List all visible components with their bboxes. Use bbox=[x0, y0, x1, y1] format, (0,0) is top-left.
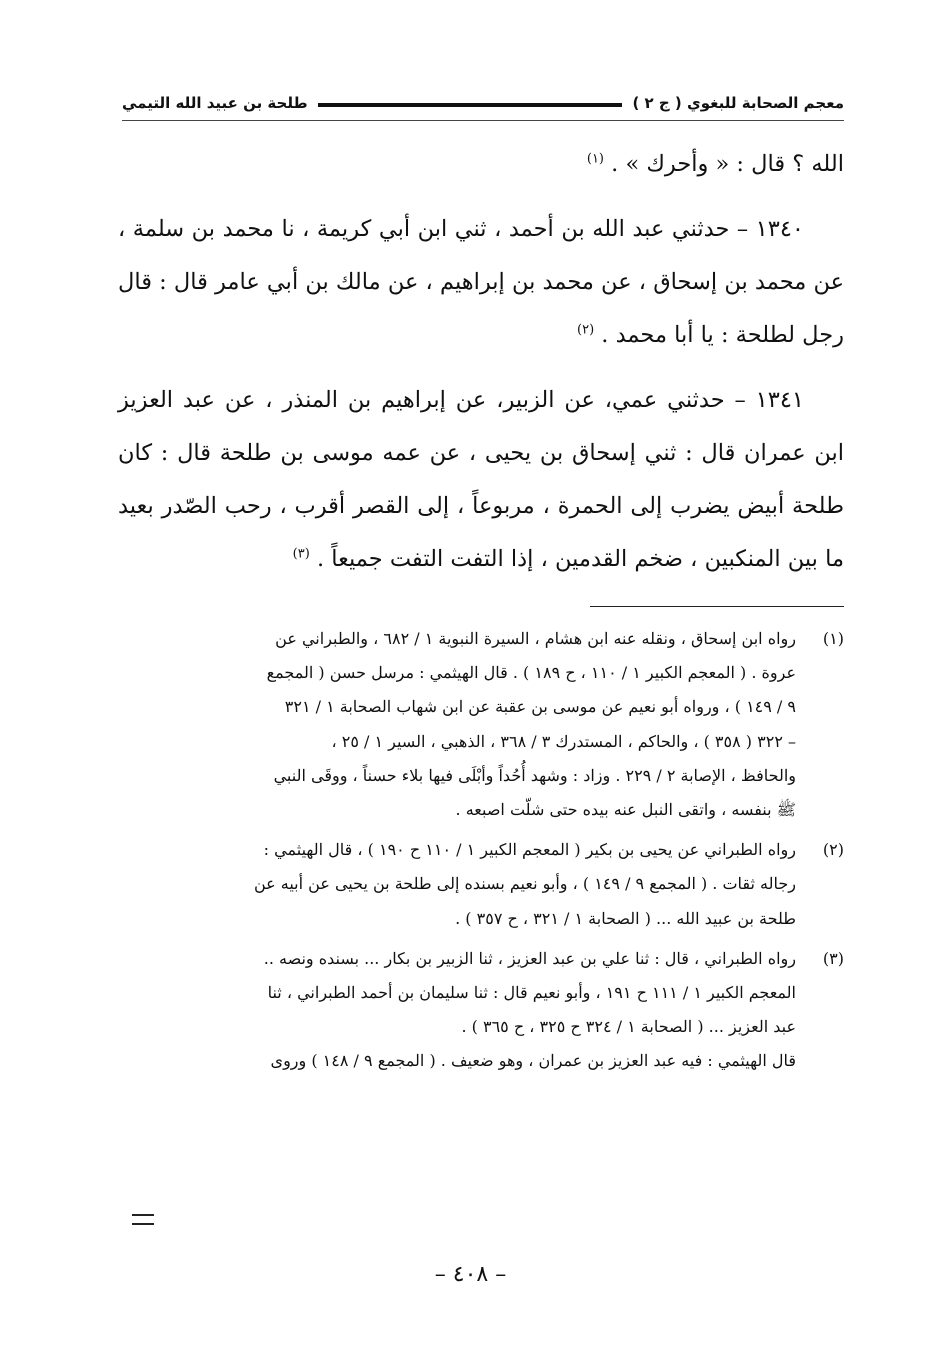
footnote-line: رواه ابن إسحاق ، ونقله عنه ابن هشام ، السيرة النبوية ١ / ٦٨٢ ، والطبراني عن bbox=[275, 629, 796, 648]
footnote-text bbox=[128, 942, 796, 1079]
paragraph-continuation bbox=[118, 138, 844, 191]
paragraph-hadith-1341 bbox=[118, 374, 844, 586]
header-underline bbox=[122, 120, 844, 121]
footnote-line: رواه الطبراني ، قال : ثنا علي بن عبد العزيز ، ثنا الزبير بن بكار ... بسنده ونصه .. bbox=[263, 948, 796, 968]
running-header bbox=[122, 90, 844, 116]
continuation-mark bbox=[132, 1214, 154, 1225]
footnote-separator bbox=[590, 606, 844, 607]
paragraph-line: بعيد ما بين المنكبين ، ضخم القدمين ، إذا التفت التفت جميعاً . bbox=[118, 493, 844, 572]
footnote-line: رجاله ثقات . ( المجمع ٩ / ١٤٩ ) ، وأبو نعيم بسنده إلى طلحة بن يحيى عن أبيه عن bbox=[253, 874, 796, 894]
footnote-line: المعجم الكبير ١ / ١١١ ح ١٩١ ، وأبو نعيم قال : ثنا سليمان بن أحمد الطبراني ، ثنا bbox=[267, 983, 796, 1003]
footnote-2 bbox=[128, 833, 844, 936]
paragraph-line: ١٣٤١ – حدثني عمي، عن الزبير، عن إبراهيم بن المنذر ، عن عبد العزيز bbox=[118, 387, 804, 413]
paragraph-line: طلحة أبيض يضرب إلى الحمرة ، مربوعاً ، إلى القصر أقرب ، رحب الصّدر bbox=[161, 493, 844, 519]
footnotes bbox=[128, 622, 844, 1085]
footnote-ref: (٢) bbox=[577, 322, 595, 338]
footnote-line: ٩ / ١٤٩ ) ، ورواه أبو نعيم عن موسى بن عقبة عن ابن شهاب الصحابة ١ / ٣٢١ bbox=[284, 697, 796, 717]
footnote-line: عبد العزيز ... ( الصحابة ١ / ٣٢٤ ح ٣٢٥ ، ح ٣٦٥ ) . bbox=[461, 1017, 796, 1037]
footnote-text bbox=[128, 622, 796, 827]
paragraph-line: ابن عمران قال : ثني إسحاق بن يحيى ، عن عمه موسى بن طلحة قال : كان bbox=[118, 440, 844, 466]
footnote-line: والحافظ ، الإصابة ٢ / ٢٢٩ . وزاد : وشهد أُحُداً وأبْلَى فيها بلاء حسناً ، ووقَى النبي bbox=[273, 765, 796, 785]
footnote-number: (٣) bbox=[822, 948, 844, 968]
footnote-number: (٢) bbox=[822, 840, 844, 860]
footnote-number: (١) bbox=[822, 629, 844, 648]
footnote-1 bbox=[128, 622, 844, 827]
footnote-text bbox=[128, 833, 796, 936]
footnote-line: قال الهيثمي : فيه عبد العزيز بن عمران ، وهو ضعيف . ( المجمع ٩ / ١٤٨ ) وروى bbox=[270, 1051, 796, 1071]
paragraph-text: الله ؟ قال : « وأحرك » . bbox=[611, 151, 844, 177]
footnote-ref: (١) bbox=[586, 151, 604, 167]
header-rule bbox=[318, 103, 623, 107]
footnote-line: – ٣٢٢ ( ٣٥٨ ) ، والحاكم ، المستدرك ٣ / ٣٦٨ ، الذهبي ، السير ١ / ٢٥ ، bbox=[331, 731, 796, 751]
footnote-line: ﷺ بنفسه ، واتقى النبل عنه بيده حتى شلّت اصبعه . bbox=[455, 800, 796, 820]
header-chapter-title: طلحة بن عبيد الله التيمي bbox=[122, 94, 308, 112]
paragraph-hadith-1340 bbox=[118, 203, 844, 362]
paragraph-line: ١٣٤٠ – حدثني عبد الله بن أحمد ، ثني ابن أبي كريمة ، نا محمد بن bbox=[191, 216, 805, 242]
footnote-ref: (٣) bbox=[292, 546, 310, 562]
paragraph-line: قال : قال رجل لطلحة : يا أبا محمد . bbox=[118, 269, 844, 348]
footnote-3 bbox=[128, 942, 844, 1079]
footnote-line: عروة . ( المعجم الكبير ١ / ١١٠ ، ح ١٨٩ ) . قال الهيثمي : مرسل حسن ( المجمع bbox=[266, 663, 796, 683]
footnote-line: رواه الطبراني عن يحيى بن بكير ( المعجم الكبير ١ / ١١٠ ح ١٩٠ ) ، قال الهيثمي : bbox=[263, 840, 796, 860]
footnote-line: طلحة بن عبيد الله ... ( الصحابة ١ / ٣٢١ ، ح ٣٥٧ ) . bbox=[455, 908, 796, 928]
paragraph-line: سلمة ، عن محمد بن إسحاق ، عن محمد بن إبراهيم ، عن مالك بن أبي عامر bbox=[118, 216, 844, 295]
header-book-title: معجم الصحابة للبغوي ( ج ٢ ) bbox=[632, 94, 844, 112]
main-text bbox=[118, 138, 844, 586]
page-number: – ٤٠٨ – bbox=[434, 1262, 507, 1287]
